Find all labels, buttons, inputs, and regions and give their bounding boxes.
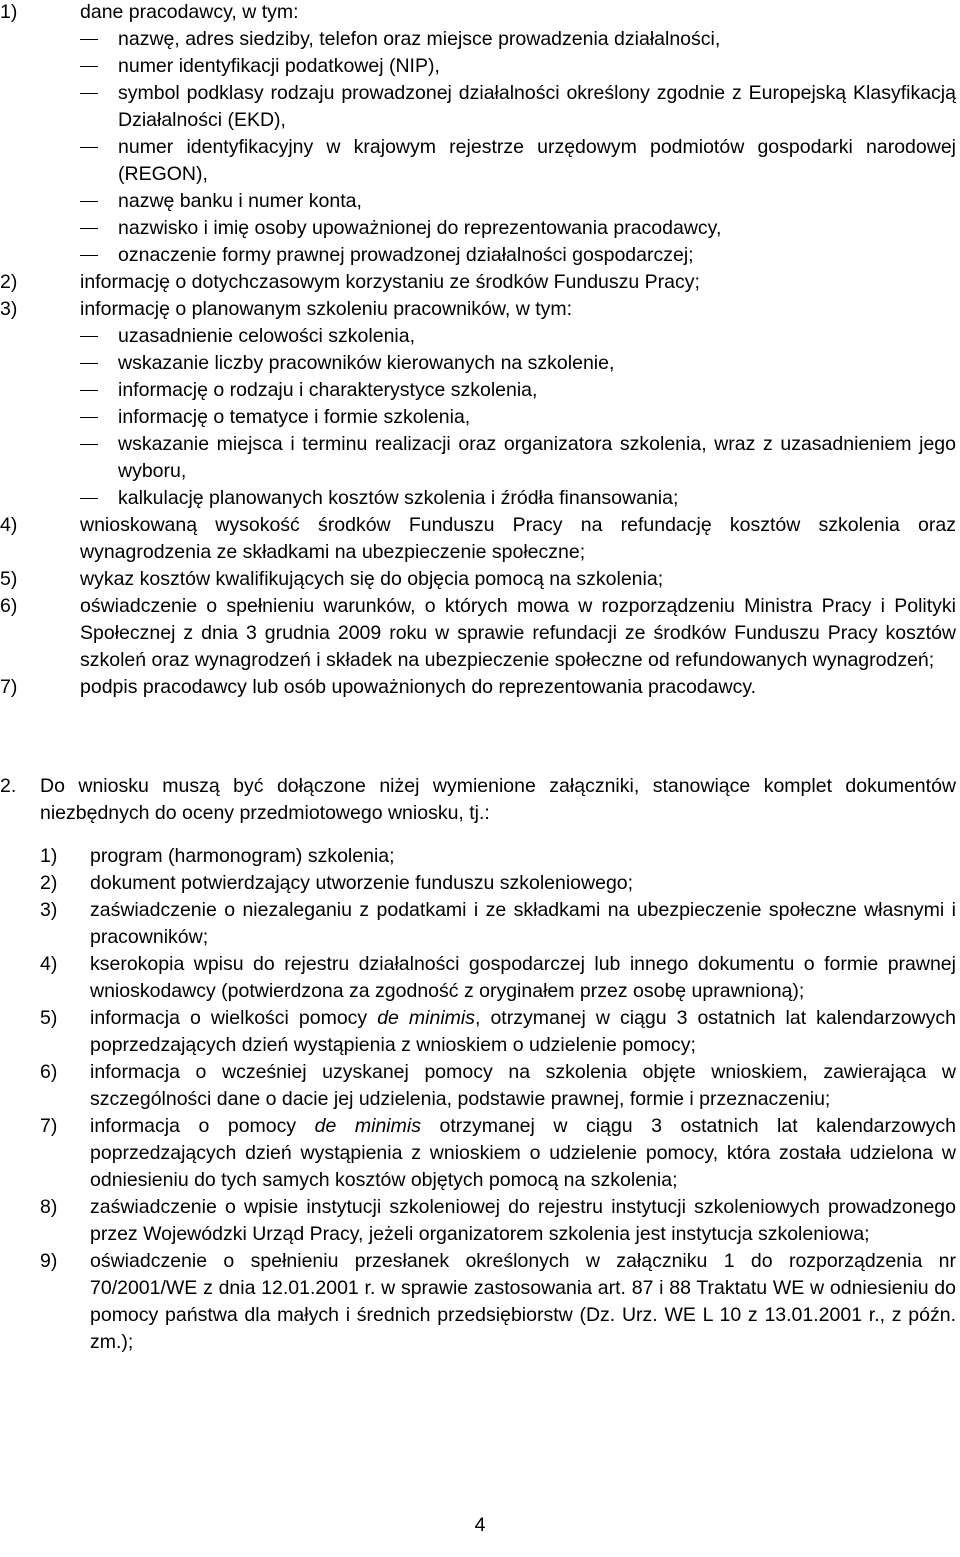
item-number: 6) [0, 595, 18, 617]
list-item [0, 1248, 956, 1356]
page-number: 4 [474, 1514, 486, 1536]
item-text: zaświadczenie o wpisie instytucji szkoleniowej do rejestru instytucji szkoleniowych prowadzonego przez Wojewódzki Urząd Pracy, jeżeli organizatorem szkolenia jest instytucja szkoleniowa; [90, 1196, 956, 1245]
dash-item [0, 80, 956, 134]
emphasis-text: de minimis [377, 1007, 475, 1029]
list-item [0, 951, 956, 1005]
emphasis-text: de minimis [314, 1115, 421, 1137]
text-segment: otrzymanej w ciągu 3 ostatnich lat kalendarzowych poprzedzających dzień wystąpienia z wnioskiem o udzielenie pomocy, która została udzielona w odniesieniu do tych samych kosztów objętych pomocą na szkolenia; [90, 1115, 957, 1191]
item-number: 7) [40, 1115, 58, 1137]
list-item [0, 870, 956, 897]
dash-marker [80, 350, 118, 377]
dash-item [0, 377, 956, 404]
item-number: 3) [0, 298, 18, 320]
item-text: oznaczenie formy prawnej prowadzonej działalności gospodarczej; [118, 244, 694, 266]
item-text: informację o tematyce i formie szkolenia, [118, 406, 471, 428]
dash-marker [80, 188, 118, 215]
item-text: dokument potwierdzający utworzenie funduszu szkoleniowego; [90, 872, 634, 894]
dash-item [0, 215, 956, 242]
dash-marker [80, 242, 118, 269]
list-item [0, 843, 956, 870]
item-text: nazwę banku i numer konta, [118, 190, 362, 212]
item-number: 7) [0, 676, 18, 698]
dash-marker [80, 134, 118, 188]
dash-item [0, 26, 956, 53]
dash-marker [80, 215, 118, 242]
item-number: 9) [40, 1250, 58, 1272]
item-number: 2) [0, 271, 18, 293]
dash-item [0, 431, 956, 485]
section-2 [0, 773, 956, 827]
list-item [0, 593, 956, 674]
list-item [0, 566, 956, 593]
attachments-list [0, 843, 956, 1356]
section-paragraph [0, 773, 956, 827]
item-number: 4) [40, 953, 58, 975]
item-number: 5) [40, 1007, 58, 1029]
item-number: 1) [40, 845, 58, 867]
item-text: nazwę, adres siedziby, telefon oraz miejsce prowadzenia działalności, [118, 28, 721, 50]
item-text [90, 1113, 956, 1194]
item-number: 3) [40, 899, 58, 921]
dash-marker [80, 26, 118, 53]
item-text: nazwisko i imię osoby upoważnionej do reprezentowania pracodawcy, [118, 217, 722, 239]
dash-marker [80, 431, 118, 485]
dash-marker [80, 404, 118, 431]
text-segment: , otrzymanej w ciągu 3 ostatnich lat kalendarzowych poprzedzających dzień wystąpienia z wnioskiem o udzielenie pomocy; [90, 1007, 956, 1056]
item-text: numer identyfikacyjny w krajowym rejestrze urzędowym podmiotów gospodarki narodowej (REGON), [118, 136, 956, 185]
text-segment: informacja o pomocy [90, 1115, 315, 1137]
list-item [0, 1005, 956, 1059]
item-number: 2) [40, 872, 58, 894]
dash-item [0, 188, 956, 215]
item-text: symbol podklasy rodzaju prowadzonej działalności określony zgodnie z Europejską Klasyfikacją Działalności (EKD), [118, 82, 956, 131]
list-item [0, 0, 956, 26]
list-item [0, 512, 956, 566]
item-text: zaświadczenie o niezaleganiu z podatkami i ze składkami na ubezpieczenie społeczne własnymi i pracowników; [90, 899, 956, 948]
item-text: dane pracodawcy, w tym: [80, 1, 299, 23]
list-item [0, 269, 956, 296]
item-text: informacja o wcześniej uzyskanej pomocy na szkolenia objęte wnioskiem, zawierająca w szczególności dane o dacie jej udzielenia, podstawie prawnej, formie i przeznaczeniu; [90, 1061, 956, 1110]
item-text: wskazanie miejsca i terminu realizacji oraz organizatora szkolenia, wraz z uzasadnieniem jego wyboru, [118, 433, 956, 482]
section-text: Do wniosku muszą być dołączone niżej wymienione załączniki, stanowiące komplet dokumentów niezbędnych do oceny przedmiotowego wniosku, tj.: [40, 775, 956, 824]
item-text: program (harmonogram) szkolenia; [90, 845, 395, 867]
dash-item [0, 485, 956, 512]
item-text: kserokopia wpisu do rejestru działalności gospodarczej lub innego dokumentu o formie prawnej wnioskodawcy (potwierdzona za zgodność z oryginałem przez osobę uprawnioną); [90, 953, 956, 1002]
section-number: 2. [0, 775, 17, 797]
item-text: informację o dotychczasowym korzystaniu ze środków Funduszu Pracy; [80, 271, 700, 293]
dash-item [0, 404, 956, 431]
item-number: 6) [40, 1061, 58, 1083]
dash-marker [80, 53, 118, 80]
list-item [0, 296, 956, 323]
list-item [0, 674, 956, 701]
text-segment: informacja o wielkości pomocy [90, 1007, 378, 1029]
item-text [90, 1005, 956, 1059]
requirements-list [0, 0, 956, 701]
item-text: informację o planowanym szkoleniu pracowników, w tym: [80, 298, 573, 320]
dash-item [0, 323, 956, 350]
item-number: 4) [0, 514, 18, 536]
dash-item [0, 53, 956, 80]
item-text: wnioskowaną wysokość środków Funduszu Pracy na refundację kosztów szkolenia oraz wynagrodzenia ze składkami na ubezpieczenie społeczne; [80, 514, 956, 563]
item-text: uzasadnienie celowości szkolenia, [118, 325, 416, 347]
dash-item [0, 350, 956, 377]
item-text: podpis pracodawcy lub osób upoważnionych do reprezentowania pracodawcy. [80, 676, 757, 698]
item-number: 5) [0, 568, 18, 590]
item-number: 8) [40, 1196, 58, 1218]
item-text: oświadczenie o spełnieniu warunków, o których mowa w rozporządzeniu Ministra Pracy i Polityki Społecznej z dnia 3 grudnia 2009 roku w sprawie refundacji ze środków Funduszu Pracy kosztów szkoleń oraz wynagrodzeń i składek na ubezpieczenie społeczne od refundowanych wynagrodzeń; [80, 595, 956, 671]
item-text: informację o rodzaju i charakterystyce szkolenia, [118, 379, 538, 401]
dash-marker [80, 377, 118, 404]
dash-marker [80, 485, 118, 512]
dash-item [0, 134, 956, 188]
item-number: 1) [0, 1, 18, 23]
item-text: numer identyfikacji podatkowej (NIP), [118, 55, 440, 77]
item-text: oświadczenie o spełnieniu przesłanek określonych w załączniku 1 do rozporządzenia nr 70/2001/WE z dnia 12.01.2001 r. w sprawie zastosowania art. 87 i 88 Traktatu WE w odniesieniu do pomocy państwa dla małych i średnich przedsiębiorstw (Dz. Urz. WE L 10 z 13.01.2001 r., z późn. zm.); [90, 1250, 956, 1353]
item-text: wykaz kosztów kwalifikujących się do objęcia pomocą na szkolenia; [80, 568, 664, 590]
item-text: wskazanie liczby pracowników kierowanych na szkolenie, [118, 352, 615, 374]
list-item [0, 1059, 956, 1113]
list-item [0, 1113, 956, 1194]
dash-marker [80, 323, 118, 350]
dash-marker [80, 80, 118, 134]
dash-item [0, 242, 956, 269]
list-item [0, 1194, 956, 1248]
list-item [0, 897, 956, 951]
item-text: kalkulację planowanych kosztów szkolenia i źródła finansowania; [118, 487, 679, 509]
